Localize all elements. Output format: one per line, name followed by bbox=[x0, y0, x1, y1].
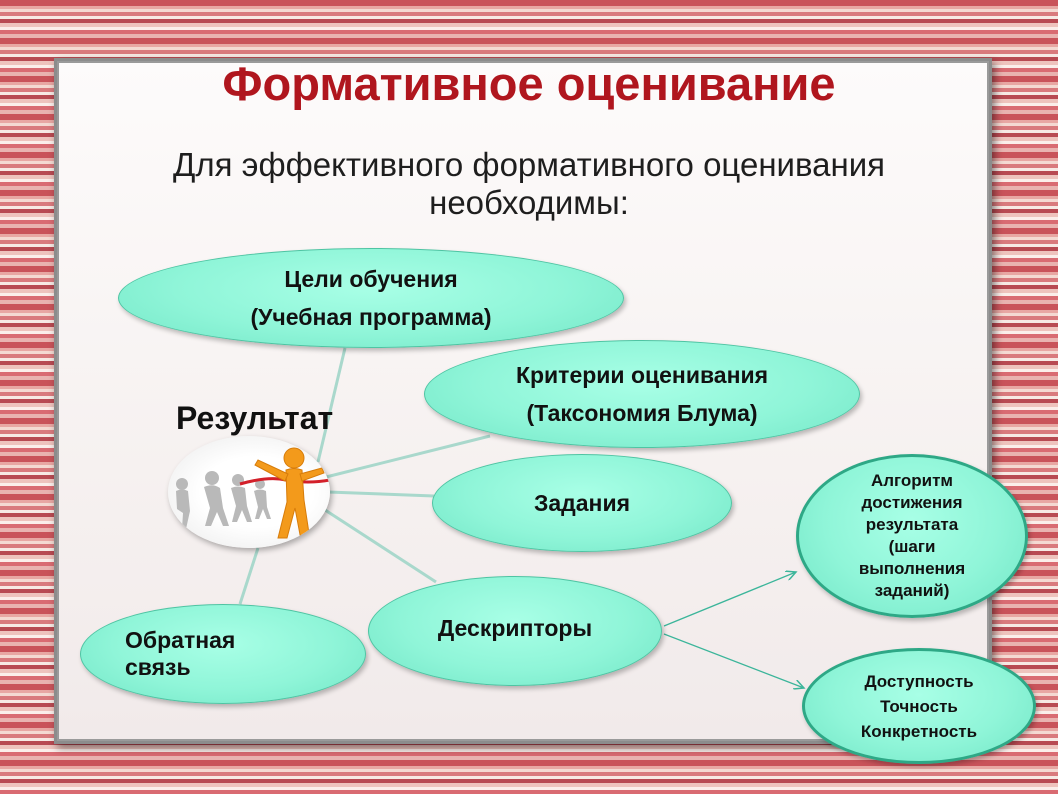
node-assessment-criteria bbox=[424, 340, 860, 448]
node-feedback bbox=[80, 604, 366, 704]
winner-figure-icon bbox=[168, 436, 330, 548]
node-algorithm-label: Алгоритм достижения результата (шаги выполнения заданий) bbox=[858, 471, 966, 600]
arrow-to-algorithm bbox=[664, 572, 796, 626]
node-learning-goals bbox=[118, 248, 624, 348]
node-algorithm bbox=[796, 454, 1028, 618]
line-to-descriptors bbox=[322, 508, 436, 582]
node-descriptors-label: Дескрипторы bbox=[437, 615, 593, 641]
node-feedback-label: Обратная связь bbox=[125, 627, 236, 680]
node-qualities-label: Доступность Точность Конкретность bbox=[860, 671, 978, 741]
node-assessment-criteria-label: Критерии оценивания (Таксономия Блума) bbox=[515, 362, 769, 426]
node-tasks bbox=[432, 454, 732, 552]
node-learning-goals-label: Цели обучения (Учебная программа) bbox=[250, 266, 492, 330]
arrow-to-qualities bbox=[664, 634, 804, 688]
node-descriptors bbox=[368, 576, 662, 686]
slide-title: Формативное оценивание bbox=[222, 57, 836, 110]
line-to-feedback bbox=[240, 548, 258, 604]
result-label: Результат bbox=[176, 400, 334, 436]
slide-subtitle: Для эффективного формативного оценивания необходимы: bbox=[172, 146, 886, 221]
node-qualities bbox=[802, 648, 1036, 764]
line-to-tasks bbox=[328, 492, 434, 496]
node-tasks-label: Задания bbox=[533, 489, 631, 516]
